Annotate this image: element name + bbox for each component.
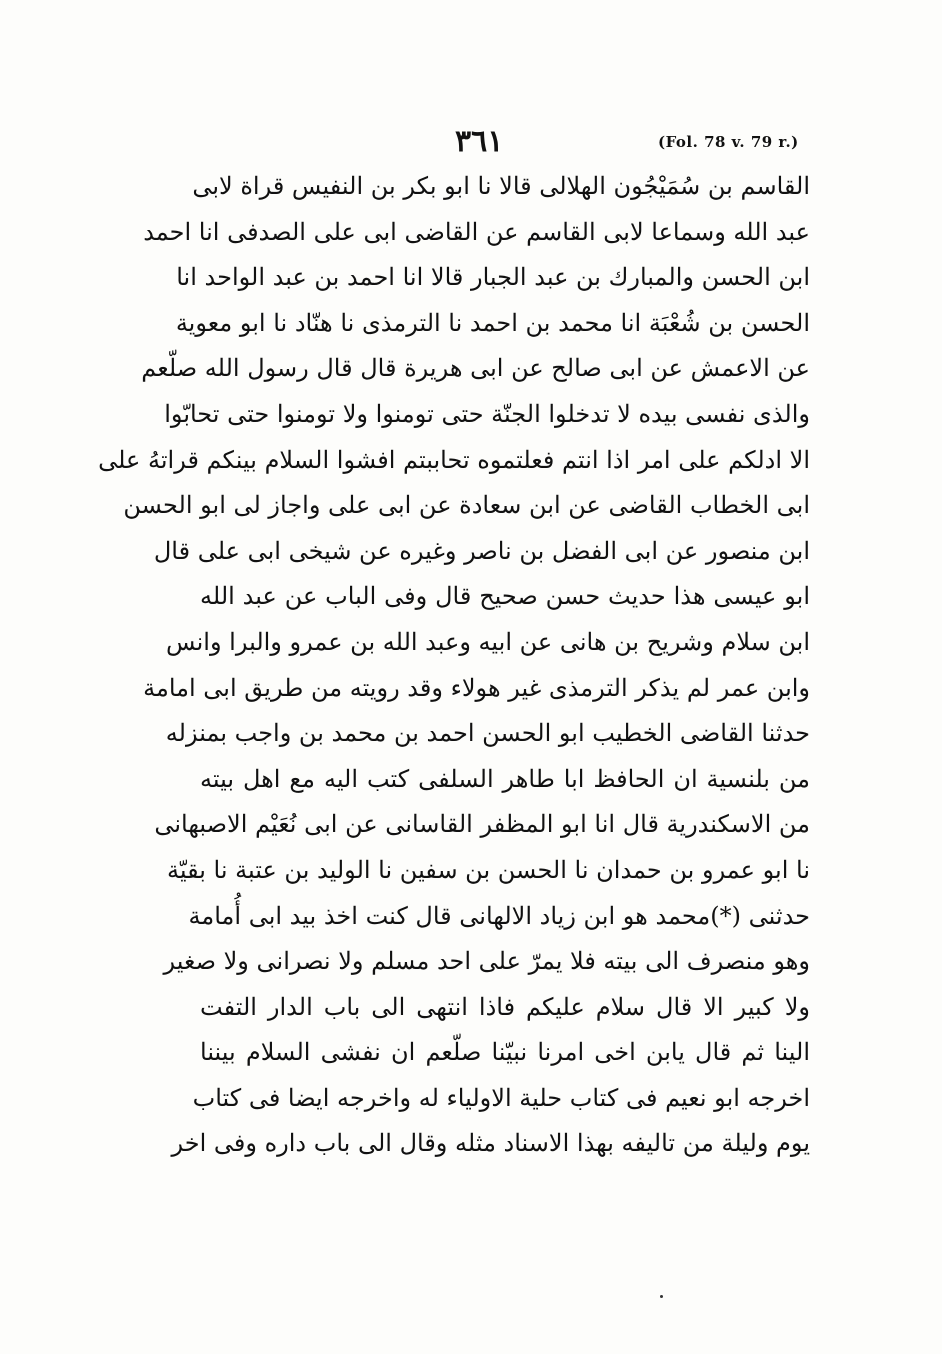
- text-line: ابن الحسن والمبارك بن عبد الجبار قالا انا احمد بن عبد الواحد انا: [176, 263, 810, 292]
- text-line: القاسم بن سُمَيْجُون الهلالى قالا نا ابو بكر بن النفيس قراة لابى: [192, 172, 810, 200]
- text-line: ابى الخطاب القاضى عن ابن سعادة عن ابى على واجاز لى ابو الحسن: [123, 491, 810, 520]
- text-line: ابو عيسى هذا حديث حسن صحيح قال وفى الباب عن عبد الله: [200, 582, 810, 611]
- arabic-text-body: [98, 164, 810, 1167]
- ink-speck: [660, 1295, 663, 1298]
- text-line: عبد الله وسماعا لابى القاسم عن القاضى ابى على الصدفى انا احمد: [143, 217, 810, 246]
- text-line: والذى نفسى بيده لا تدخلوا الجنّة حتى تومنوا ولا تومنوا حتى تحابّوا: [164, 399, 810, 428]
- text-line: حدثنى (*)محمد هو ابن زياد الالهانى قال كنت اخذ بيد ابى أُمامة: [188, 901, 810, 930]
- text-line: وابن عمر لم يذكر الترمذى غير هولاء وقد رويته من طريق ابى امامة: [143, 673, 810, 702]
- folio-reference: (Fol. 78 v. 79 r.): [658, 133, 799, 151]
- text-line: الينا ثم قال يابن اخى امرنا نبيّنا صلّعم ان نفشى السلام بيننا: [200, 1038, 810, 1067]
- text-line: عن الاعمش عن ابى صالح عن ابى هريرة قال قال رسول الله صلّعم: [141, 354, 810, 383]
- text-line: الا ادلكم على امر اذا انتم فعلتموه تحاببتم افشوا السلام بينكم قراتهُ على: [98, 445, 810, 474]
- text-line: يوم وليلة من تاليفه بهذا الاسناد مثله وقال الى باب داره وفى اخر: [171, 1129, 810, 1158]
- text-line: ولا كبير الا قال سلام عليكم فاذا انتهى الى باب الدار التفت: [200, 992, 810, 1021]
- text-line: حدثنا القاضى الخطيب ابو الحسن احمد بن محمد بن واجب بمنزله: [165, 719, 810, 748]
- text-line: وهو منصرف الى بيته فلا يمرّ على احد مسلم ولا نصرانى ولا صغير: [163, 947, 810, 976]
- text-line: اخرجه ابو نعيم فى كتاب حلية الاولياء له واخرجه ايضا فى كتاب: [192, 1083, 810, 1112]
- text-line: من الاسكندرية قال انا ابو المظفر القاسانى عن ابى نُعَيْم الاصبهانى: [154, 810, 810, 839]
- text-line: ابن منصور عن ابى الفضل بن ناصر وغيره عن شيخى ابى على قال: [153, 536, 810, 565]
- page-number: ٣٦١: [455, 124, 504, 159]
- text-line: الحسن بن شُعْبَة انا محمد بن احمد نا الترمذى نا هنّاد نا ابو معوية: [175, 308, 810, 337]
- text-line: ابن سلام وشريح بن هانى عن ابيه وعبد الله بن عمرو والبرا وانس: [166, 627, 810, 656]
- text-line: من بلنسية ان الحافظ ابا طاهر السلفى كتب اليه مع اهل بيته: [200, 764, 810, 793]
- text-line: نا ابو عمرو بن حمدان نا الحسن بن سفين نا الوليد بن عتبة نا بقيّة: [166, 855, 810, 884]
